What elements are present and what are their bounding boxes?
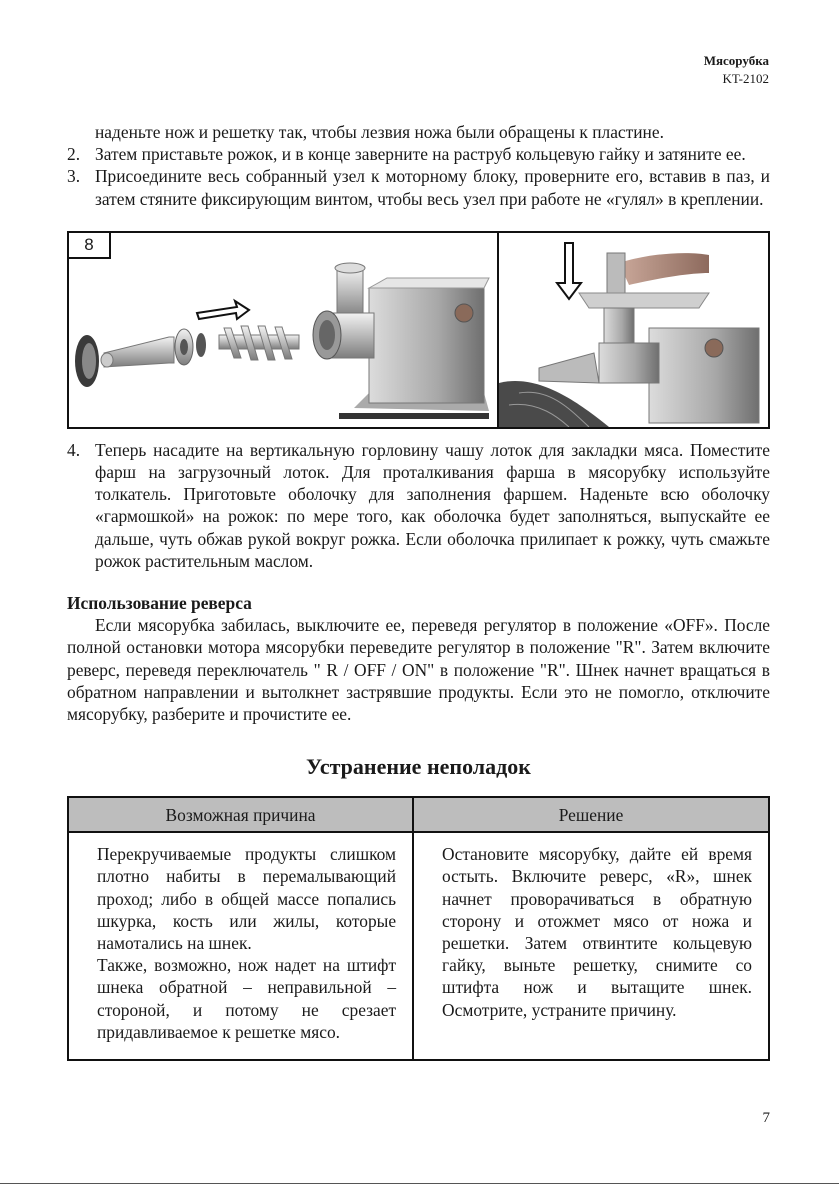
- step-number: 3.: [67, 166, 81, 187]
- step-text: Затем приставьте рожок, и в конце заверните на раструб кольцевую гайку и затяните ее.: [95, 144, 746, 165]
- header-product: Мясорубка: [703, 53, 769, 68]
- meat-grinder-exploded-view: [69, 233, 497, 427]
- page-bottom-rule: [0, 1183, 839, 1184]
- column-header-solution: Решение: [413, 797, 769, 832]
- table-header-row: [68, 797, 769, 832]
- step-text: Теперь насадите на вертикальную горловину чашу лоток для закладки мяса. Поместите фарш на загрузочный лоток. Для проталкивания фарша в мясорубку используйте толкатель. Приготовьте оболочку для заполнения фаршем. Наденьте всю оболочку «гармошкой» на рожок: по мере того, как оболочка будет заполняться, выпускайте ее дальше, чуть обжав рукой вокруг рожка. Если оболочка прилипает к рожку, чуть смажьте рожок растительным маслом.: [95, 439, 770, 571]
- page-content: [67, 121, 770, 1061]
- solution-cell: [413, 832, 769, 1060]
- assembly-illustration: [69, 233, 499, 427]
- figure-8: [67, 231, 770, 429]
- reverse-paragraph: Если мясорубка забилась, выключите ее, переведя регулятор в положение «OFF». После полной остановки мотора мясорубки переведите регулятор в положение "R". Затем включите реверс, переведя переключатель " R / OFF / ON" в положение "R". Шнек начнет вращаться в обратном направлении и вытолкнет застрявшие продукты. Если это не помогло, отключите мясорубку, разберите и прочистите ее.: [67, 615, 770, 725]
- reverse-heading: Использование реверса: [67, 593, 252, 614]
- step-2: [67, 143, 770, 165]
- step-3: [67, 165, 770, 209]
- step-4: [67, 439, 770, 572]
- step-text: Присоедините весь собранный узел к моторному блоку, проверните его, вставив в паз, и затем стяните фиксирующим винтом, чтобы весь узел при работе не «гулял» в креплении.: [95, 166, 770, 209]
- page-number: 7: [762, 1110, 770, 1126]
- cause-cell: [68, 832, 413, 1060]
- step-number: 4.: [67, 439, 81, 460]
- troubleshooting-table: [67, 796, 770, 1061]
- auger: [219, 326, 299, 360]
- step-number: 2.: [67, 144, 81, 165]
- column-header-cause: Возможная причина: [68, 797, 413, 832]
- table-row: [68, 832, 769, 1060]
- header-model: KT-2102: [722, 71, 769, 86]
- cause-paragraph: Перекручиваемые продукты слишком плотно набиты в перемалывающий проход; либо в общей массе попались шкурка, кость или жилы, которые намотались на шнек.: [97, 844, 397, 954]
- meat-grinder-in-use: [499, 233, 768, 427]
- cause-paragraph: Также, возможно, нож надет на штифт шнека обратной – неправильной – стороной, и потому не срезает придавливаемое к решетке мясо.: [97, 955, 397, 1042]
- page-header: [704, 52, 769, 88]
- usage-illustration: [499, 233, 768, 427]
- troubleshooting-title: Устранение неполадок: [306, 754, 531, 780]
- figure-label: 8: [69, 233, 111, 259]
- step-continuation: наденьте нож и решетку так, чтобы лезвия ножа были обращены к пластине.: [95, 122, 664, 142]
- solution-paragraph: Остановите мясорубку, дайте ей время остыть. Включите реверс, «R», шнек начнет проворачиваться в обратную сторону и отожмет мясо от ножа и решетки. Затем отвинтите кольцевую гайку, выньте решетку, снимите со штифта нож и вытащите шнек. Осмотрите, устраните причину.: [442, 844, 752, 1020]
